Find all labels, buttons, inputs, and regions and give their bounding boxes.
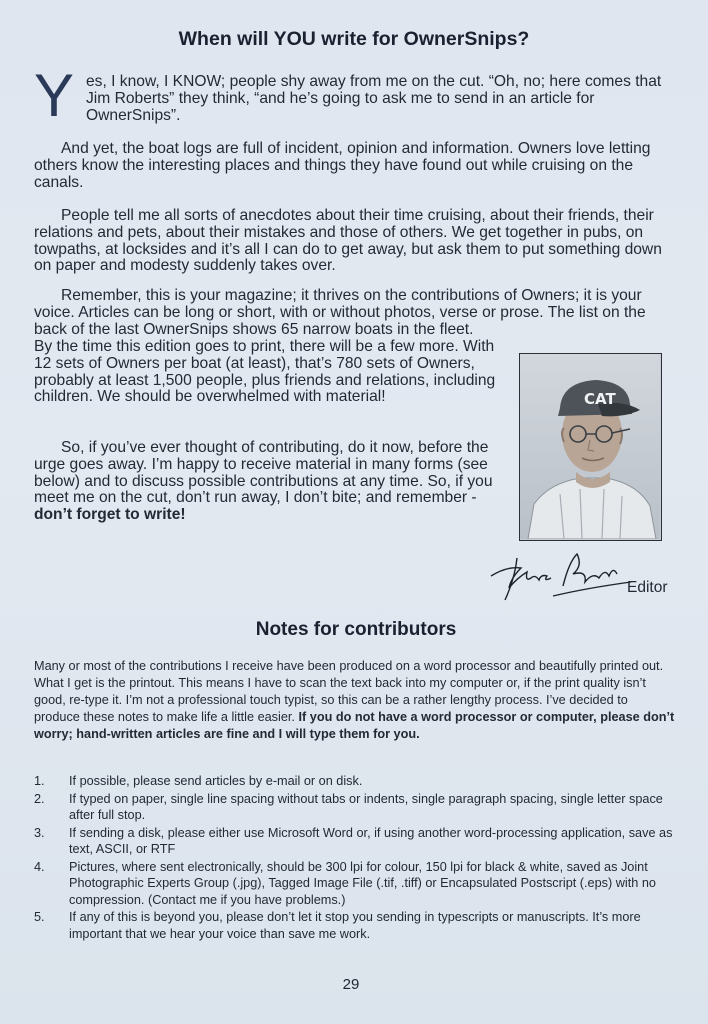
list-item bbox=[34, 859, 676, 909]
editor-portrait-image bbox=[520, 354, 660, 539]
list-item bbox=[34, 773, 676, 790]
paragraph-3: People tell me all sorts of anecdotes about their time cruising, about their friends, their relations and pets, about their mistakes and those of others. We get together in pubs, on towpaths, at locksides and it’s all I can do to get away, but ask them to put something down on paper and modesty suddenly takes over. bbox=[34, 207, 662, 275]
drop-cap: Y bbox=[34, 62, 75, 129]
paragraph-5 bbox=[34, 440, 504, 524]
list-item-number: 3. bbox=[34, 825, 45, 840]
paragraph-2: And yet, the boat logs are full of incident, opinion and information. Owners love letting others know the interesting places and things they have found out while cruising on the canals. bbox=[34, 140, 651, 191]
list-item-text: If typed on paper, single line spacing without tabs or indents, single paragraph spacing, single letter space after full stop. bbox=[69, 791, 663, 822]
list-item-text: If sending a disk, please either use Microsoft Word or, if using another word-processing application, save as text, ASCII, or RTF bbox=[69, 825, 673, 856]
cap-logo-text: CAT bbox=[584, 390, 616, 408]
list-item-number: 4. bbox=[34, 859, 45, 874]
list-item bbox=[34, 909, 676, 942]
notes-intro-text: Many or most of the contributions I receive have been produced on a word processor and beautifully printed out. What I get is the printout. This means I have to scan the text back into my computer or, if the print quality isn’t good, re-type it. I’m not a professional touch typist, so this can be a rather lengthy process. I’ve decided to produce these notes to make life a little easier. bbox=[34, 659, 664, 724]
notes-intro-bold: If you do not have a word processor or computer, please don’t worry; hand-written articles are fine and I will type them for you. bbox=[34, 710, 675, 741]
editor-photo bbox=[519, 353, 662, 541]
list-item-number: 2. bbox=[34, 791, 45, 806]
notes-intro bbox=[34, 658, 676, 743]
editor-signature bbox=[487, 548, 637, 606]
paragraph-5-text: So, if you’ve ever thought of contributing, do it now, before the urge goes away. I’m happy to receive material in many forms (see below) and to discuss possible contributions at any time. So, if you meet me on the cut, don’t run away, I don’t bite; and remember - bbox=[34, 439, 493, 507]
paragraph-4-top: Remember, this is your magazine; it thrives on the contributions of Owners; it is your voice. Articles can be long or short, with or without photos, verse or prose. The list on the back of the last OwnerSnips shows 65 narrow boats in the fleet. bbox=[34, 287, 646, 338]
page-number: 29 bbox=[342, 976, 360, 993]
list-item-text: If any of this is beyond you, please don’t let it stop you sending in typescripts or manuscripts. It’s more important that we hear your voice than save me work. bbox=[69, 910, 641, 941]
notes-title: Notes for contributors bbox=[255, 619, 457, 640]
article-title: When will YOU write for OwnerSnips? bbox=[178, 28, 530, 50]
paragraph-1: es, I know, I KNOW; people shy away from me on the cut. “Oh, no; here comes that Jim Roberts” they think, “and he’s going to ask me to send in an article for OwnerSnips”. bbox=[86, 73, 662, 124]
list-item-text: Pictures, where sent electronically, should be 300 lpi for colour, 150 lpi for black & white, saved as Joint Photographic Experts Group (.jpg), Tagged Image File (.tif, .tiff) or Encapsulated Postscript (.eps) with no compression. (Contact me if you have problems.) bbox=[69, 859, 656, 907]
list-item bbox=[34, 791, 676, 824]
list-item-text: If possible, please send articles by e-mail or on disk. bbox=[69, 774, 363, 788]
list-item bbox=[34, 825, 676, 858]
contributor-guidelines-list bbox=[34, 773, 676, 943]
paragraph-4-bottom: By the time this edition goes to print, there will be a few more. With 12 sets of Owners per boat (at least), that’s 780 sets of Owners, probably at least 1,500 people, plus friends and relations, including children. We should be overwhelmed with material! bbox=[34, 338, 496, 406]
list-item-number: 5. bbox=[34, 910, 45, 924]
editor-signoff: Editor bbox=[627, 579, 668, 596]
list-item-number: 1. bbox=[34, 774, 45, 788]
paragraph-5-bold: don’t forget to write! bbox=[34, 506, 186, 524]
